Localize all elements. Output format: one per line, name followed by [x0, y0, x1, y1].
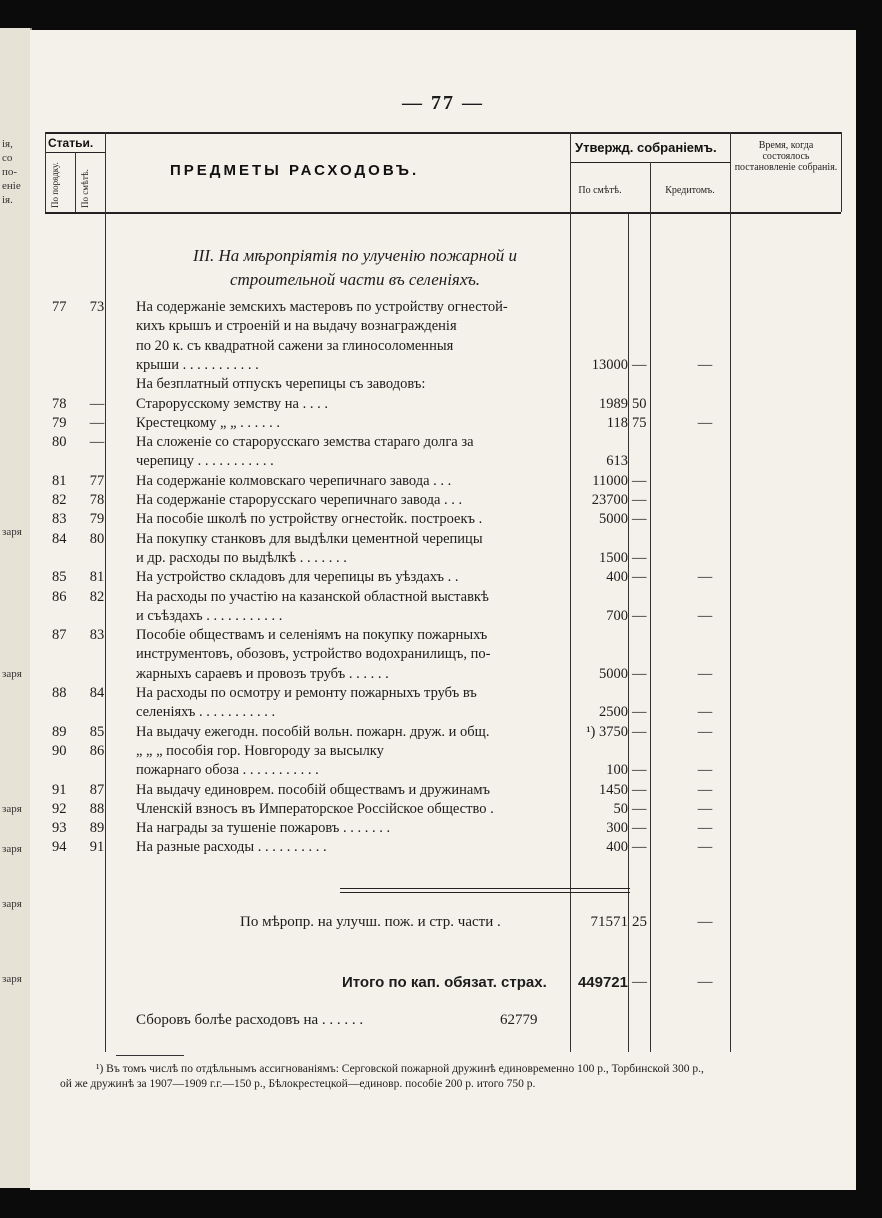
table-row — [30, 433, 856, 451]
row-amount-rubles: 100 — [606, 762, 628, 779]
table-row — [30, 510, 856, 528]
row-number-order: 85 — [52, 569, 67, 586]
row-amount-kopecks: 50 — [632, 395, 647, 412]
table-row — [30, 742, 856, 760]
binding-fragment: заря — [2, 668, 22, 680]
row-text: На покупку станковъ для выдѣлки цементной черепицы — [136, 530, 483, 547]
row-amount-rubles: 5000 — [599, 511, 628, 528]
table-row — [30, 549, 856, 567]
row-number-order: 81 — [52, 472, 67, 489]
row-amount-rubles: 700 — [606, 607, 628, 624]
table-row — [30, 472, 856, 490]
row-amount-rubles: 1500 — [599, 549, 628, 566]
table-row — [30, 491, 856, 509]
row-amount-kopecks: — — [632, 665, 647, 682]
table-row — [30, 375, 856, 393]
row-amount-kopecks: 75 — [632, 414, 647, 431]
column-line — [45, 132, 46, 212]
table-row — [30, 838, 856, 856]
row-amount-rubles: 23700 — [591, 492, 628, 508]
row-text: жарныхъ сараевъ и провозъ трубъ . . . . . . — [136, 665, 389, 682]
table-row — [30, 414, 856, 432]
row-number-order: 78 — [52, 395, 67, 412]
row-amount-rubles: 11000 — [592, 472, 628, 489]
row-number-estimate: 82 — [89, 588, 105, 605]
by-estimate-header: По смѣтѣ. — [578, 185, 622, 196]
row-text: На расходы по участію на казанской областной выставкѣ — [136, 588, 489, 605]
row-number-estimate: — — [89, 395, 105, 412]
subtotal-rubles: 71571 — [590, 914, 628, 930]
row-number-order: 77 — [52, 299, 67, 315]
subtotal-credit: — — [697, 914, 713, 930]
footnote-rule — [116, 1055, 184, 1056]
row-credit: — — [697, 800, 713, 817]
row-text: пожарнаго обоза . . . . . . . . . . . — [136, 762, 319, 779]
row-credit: — — [697, 820, 713, 837]
grand-total-credit: — — [697, 974, 713, 990]
table-row — [30, 356, 856, 374]
subtotal-label: По мѣропр. на улучш. пож. и стр. части . — [240, 914, 501, 930]
subtotal-rule — [340, 888, 630, 889]
row-number-estimate: 86 — [89, 742, 105, 759]
row-credit: — — [697, 723, 713, 740]
row-amount-kopecks: — — [632, 800, 647, 817]
row-number-estimate: — — [89, 434, 105, 451]
row-text: крыши . . . . . . . . . . . — [136, 356, 259, 373]
row-number-order: 83 — [52, 511, 67, 528]
table-row — [30, 781, 856, 799]
header-bottom-rule — [45, 212, 841, 214]
row-amount-kopecks: — — [632, 569, 647, 586]
row-number-estimate: 89 — [89, 820, 105, 837]
row-text: инструментовъ, обозовъ, устройство водохранилищъ, по- — [136, 646, 491, 663]
table-row — [30, 337, 856, 355]
row-text: Крестецкому „ „ . . . . . . — [136, 414, 281, 431]
estimate-header: По смѣтѣ. — [80, 169, 90, 208]
articles-header: Статьи. — [48, 136, 94, 150]
row-number-order: 82 — [52, 492, 67, 508]
row-text: черепицу . . . . . . . . . . . — [136, 453, 274, 470]
row-number-order: 88 — [52, 685, 67, 701]
binding-fragment: ія, — [2, 138, 13, 150]
row-amount-kopecks: — — [632, 511, 647, 528]
credit-header: Кредитомъ. — [665, 185, 715, 196]
row-text: На содержаніе земскихъ мастеровъ по устройству огнестой- — [136, 299, 508, 315]
table-row — [30, 452, 856, 470]
row-text: кихъ крышъ и строеній и на выдачу вознагражденія — [136, 318, 457, 335]
table-row — [30, 298, 856, 316]
row-number-order: 84 — [52, 530, 67, 547]
row-amount-rubles: 613 — [606, 453, 628, 470]
row-number-order: 87 — [52, 627, 67, 644]
row-number-order: 89 — [52, 723, 67, 740]
row-amount-kopecks: — — [632, 762, 647, 779]
row-text: На устройство складовъ для черепицы въ уѣздахъ . . — [136, 569, 459, 586]
binding-fragment: заря — [2, 803, 22, 815]
section-title: III. На мѣропріятія по улученію пожарной и строительной части въ селеніяхъ. — [193, 246, 517, 289]
row-amount-rubles: 2500 — [599, 704, 628, 721]
table-row — [30, 626, 856, 644]
row-text: На выдачу единоврем. пособій обществамъ и дружинамъ — [136, 781, 490, 798]
row-text: На расходы по осмотру и ремонту пожарныхъ трубъ въ — [136, 685, 477, 701]
row-text: На выдачу ежегодн. пособій вольн. пожарн. друж. и общ. — [136, 723, 490, 740]
row-credit: — — [697, 762, 713, 779]
row-number-estimate: — — [89, 414, 105, 431]
table-row — [30, 588, 856, 606]
row-amount-kopecks: — — [632, 704, 647, 721]
footnote-line-1: ¹) Въ томъ числѣ по отдѣльнымъ ассигнованіямъ: Серговской пожарной дружинѣ единовременно 100 р., Торбинской 300 р., — [96, 1063, 704, 1075]
row-text: На разные расходы . . . . . . . . . . — [136, 839, 327, 856]
row-number-estimate: 73 — [89, 299, 105, 315]
row-text: Старорусскому земству на . . . . — [136, 395, 328, 412]
row-credit: — — [697, 414, 713, 431]
row-amount-kopecks: — — [632, 607, 647, 624]
row-amount-rubles: 400 — [606, 839, 628, 856]
table-row — [30, 761, 856, 779]
row-amount-kopecks: — — [632, 472, 647, 489]
table-row — [30, 819, 856, 837]
row-amount-rubles: 13000 — [591, 356, 628, 373]
table-row — [30, 395, 856, 413]
row-amount-rubles: 1450 — [599, 781, 628, 798]
row-number-order: 79 — [52, 414, 67, 431]
subtotal-rule — [340, 892, 630, 893]
binding-fragment: заря — [2, 898, 22, 910]
row-number-estimate: 77 — [89, 472, 105, 489]
table-row — [30, 530, 856, 548]
binding-fragment: со — [2, 152, 13, 164]
grand-total-rubles: 449721 — [577, 974, 628, 991]
row-amount-kopecks: — — [632, 723, 647, 740]
approved-header: Утвержд. собраніемъ. — [575, 140, 717, 155]
table-row — [30, 684, 856, 702]
grand-total-kopecks: — — [632, 974, 647, 990]
table-row — [30, 703, 856, 721]
row-number-estimate: 80 — [89, 530, 105, 547]
row-amount-kopecks: — — [632, 820, 647, 837]
row-amount-kopecks: — — [632, 781, 647, 798]
row-text: Членскій взносъ въ Императорское Россійское общество . — [136, 800, 494, 817]
row-amount-kopecks: — — [632, 492, 647, 508]
table-row — [30, 800, 856, 818]
row-text: селеніяхъ . . . . . . . . . . . — [136, 704, 276, 721]
row-number-estimate: 83 — [89, 627, 105, 644]
binding-strip — [0, 28, 32, 1188]
table-row — [30, 317, 856, 335]
surplus-label: Сборовъ болѣе расходовъ на . . . . . . — [136, 1012, 364, 1028]
row-text: по 20 к. съ квадратной сажени за глиносоломенныя — [136, 337, 454, 354]
table-row — [30, 645, 856, 663]
row-number-estimate: 85 — [89, 723, 105, 740]
row-number-order: 90 — [52, 742, 67, 759]
row-amount-rubles: 1989 — [599, 395, 628, 412]
row-credit: — — [697, 569, 713, 586]
grand-total-label: Итого по кап. обязат. страх. — [342, 974, 547, 991]
row-text: и съѣздахъ . . . . . . . . . . . — [136, 607, 283, 624]
row-credit: — — [697, 665, 713, 682]
time-header: Время, когда состоялось постановленіе собранія. — [734, 140, 838, 173]
row-text: и др. расходы по выдѣлкѣ . . . . . . . — [136, 549, 347, 566]
table-row — [30, 568, 856, 586]
surplus-value: 62779 — [500, 1012, 538, 1028]
row-number-estimate: 91 — [89, 839, 105, 856]
binding-fragment: по- — [2, 166, 18, 178]
row-credit: — — [697, 356, 713, 373]
row-number-estimate: 88 — [89, 800, 105, 817]
footnote — [60, 1062, 850, 1092]
row-number-estimate: 79 — [89, 511, 105, 528]
row-amount-rubles: ¹) 3750 — [586, 723, 628, 740]
page-number: — 77 — — [402, 92, 484, 114]
row-number-order: 92 — [52, 800, 67, 817]
row-credit: — — [697, 607, 713, 624]
row-credit: — — [697, 704, 713, 721]
row-text: На сложеніе со старорусскаго земства стараго долга за — [136, 434, 474, 451]
table-row — [30, 723, 856, 741]
column-line — [75, 152, 76, 212]
row-amount-rubles: 118 — [606, 414, 628, 431]
order-header: По порядку. — [50, 162, 60, 208]
row-amount-rubles: 5000 — [599, 665, 628, 682]
row-number-estimate: 87 — [89, 781, 105, 798]
row-number-order: 86 — [52, 588, 67, 605]
row-number-estimate: 84 — [89, 685, 105, 701]
row-text: На содержаніе старорусскаго черепичнаго завода . . . — [136, 492, 463, 508]
document-page — [30, 30, 856, 1190]
row-amount-rubles: 300 — [606, 820, 628, 837]
column-line — [841, 132, 842, 212]
binding-fragment: заря — [2, 973, 22, 985]
binding-fragment: заря — [2, 843, 22, 855]
row-number-order: 94 — [52, 839, 67, 856]
row-number-estimate: 81 — [89, 569, 105, 586]
row-amount-rubles: 400 — [606, 569, 628, 586]
row-number-estimate: 78 — [89, 492, 105, 508]
row-amount-rubles: 50 — [613, 800, 628, 817]
binding-fragment: еніе — [2, 180, 21, 192]
table-row — [30, 607, 856, 625]
row-amount-kopecks: — — [632, 839, 647, 856]
subtotal-kopecks: 25 — [632, 914, 647, 930]
table-row — [30, 665, 856, 683]
row-text: „ „ „ пособія гор. Новгороду за высылку — [136, 742, 384, 759]
row-amount-kopecks: — — [632, 549, 647, 566]
row-credit: — — [697, 839, 713, 856]
row-amount-kopecks: — — [632, 356, 647, 373]
binding-fragment: заря — [2, 526, 22, 538]
row-text: На содержаніе колмовскаго черепичнаго завода . . . — [136, 472, 452, 489]
row-number-order: 80 — [52, 434, 67, 451]
footnote-line-2: ой же дружинѣ за 1907—1909 г.г.—150 р., Бѣлокрестецкой—единовр. пособіе 200 р. итого 750 р. — [60, 1078, 536, 1090]
row-credit: — — [697, 781, 713, 798]
row-number-order: 93 — [52, 820, 67, 837]
subject-header: ПРЕДМЕТЫ РАСХОДОВЪ. — [170, 162, 420, 179]
header-top-rule — [45, 132, 841, 134]
row-text: Пособіе обществамъ и селеніямъ на покупку пожарныхъ — [136, 627, 488, 644]
row-text: На пособіе школѣ по устройству огнестойк. построекъ . — [136, 511, 483, 528]
row-text: На награды за тушеніе пожаровъ . . . . . . . — [136, 820, 391, 837]
binding-fragment: ія. — [2, 194, 13, 206]
row-number-order: 91 — [52, 781, 67, 798]
row-text: На безплатный отпускъ черепицы съ заводовъ: — [136, 376, 426, 393]
